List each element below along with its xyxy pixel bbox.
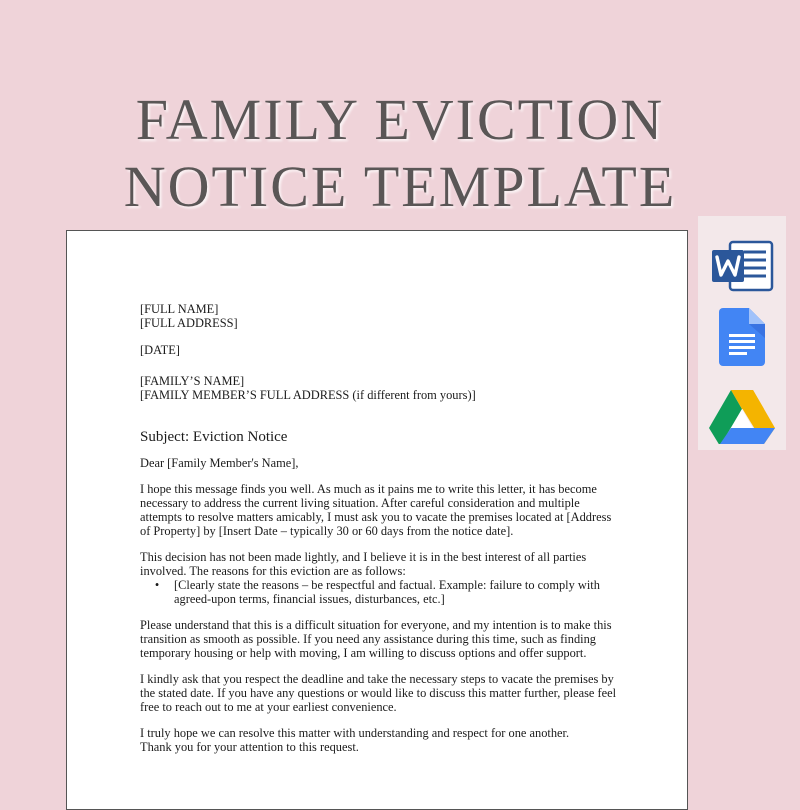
- paragraph-5-line: Thank you for your attention to this request.: [140, 740, 359, 754]
- paragraph-3-line: Please understand that this is a difficult situation for everyone, and my intention is to make this: [140, 618, 612, 632]
- google-drive-icon[interactable]: [709, 388, 775, 444]
- letter-date: [DATE]: [140, 343, 180, 357]
- format-icons-panel: [698, 216, 786, 450]
- bullet-line: [Clearly state the reasons – be respectful and factual. Example: failure to comply with: [174, 578, 600, 592]
- google-docs-icon[interactable]: [719, 308, 765, 366]
- paragraph-3-line: transition as smooth as possible. If you need any assistance during this time, such as finding: [140, 632, 596, 646]
- paragraph-4-line: I kindly ask that you respect the deadline and take the necessary steps to vacate the premises by: [140, 672, 614, 686]
- salutation: Dear [Family Member's Name],: [140, 456, 299, 470]
- paragraph-4-line: the stated date. If you have any questions or would like to discuss this matter further, please feel: [140, 686, 617, 700]
- microsoft-word-icon[interactable]: [710, 238, 774, 294]
- sender-name: [FULL NAME]: [140, 302, 219, 316]
- paragraph-1-line: attempts to resolve matters amicably, I must ask you to vacate the premises located at [Address: [140, 510, 612, 524]
- page-title-line-1: FAMILY EVICTION: [135, 87, 665, 152]
- page-title-line-2: NOTICE TEMPLATE: [123, 154, 677, 219]
- paragraph-2-line: involved. The reasons for this eviction are as follows:: [140, 564, 406, 578]
- paragraph-5-line: I truly hope we can resolve this matter with understanding and respect for one another.: [140, 726, 570, 740]
- paragraph-4-line: free to reach out to me at your earliest convenience.: [140, 700, 397, 714]
- letter-body: [140, 302, 640, 754]
- reasons-bullet: [140, 578, 640, 592]
- paragraph-3-line: temporary housing or help with moving, I am willing to discuss options and offer support.: [140, 646, 587, 660]
- paragraph-1-line: I hope this message finds you well. As much as it pains me to write this letter, it has become: [140, 482, 597, 496]
- letter-subject: Subject: Eviction Notice: [140, 429, 288, 445]
- paragraph-1-line: necessary to address the current living situation. After careful consideration and multiple: [140, 496, 580, 510]
- recipient-name: [FAMILY’S NAME]: [140, 374, 245, 388]
- reasons-bullet-continuation: [140, 592, 640, 606]
- paragraph-2-line: This decision has not been made lightly, and I believe it is in the best interest of all parties: [140, 550, 587, 564]
- recipient-address: [FAMILY MEMBER’S FULL ADDRESS (if different from yours)]: [140, 388, 476, 402]
- paragraph-1-line: of Property] by [Insert Date – typically 30 or 60 days from the notice date].: [140, 524, 514, 538]
- bullet-marker: •: [154, 578, 160, 592]
- bullet-line: agreed-upon terms, financial issues, disturbances, etc.]: [174, 592, 445, 606]
- document-page: [66, 230, 688, 810]
- sender-address: [FULL ADDRESS]: [140, 316, 238, 330]
